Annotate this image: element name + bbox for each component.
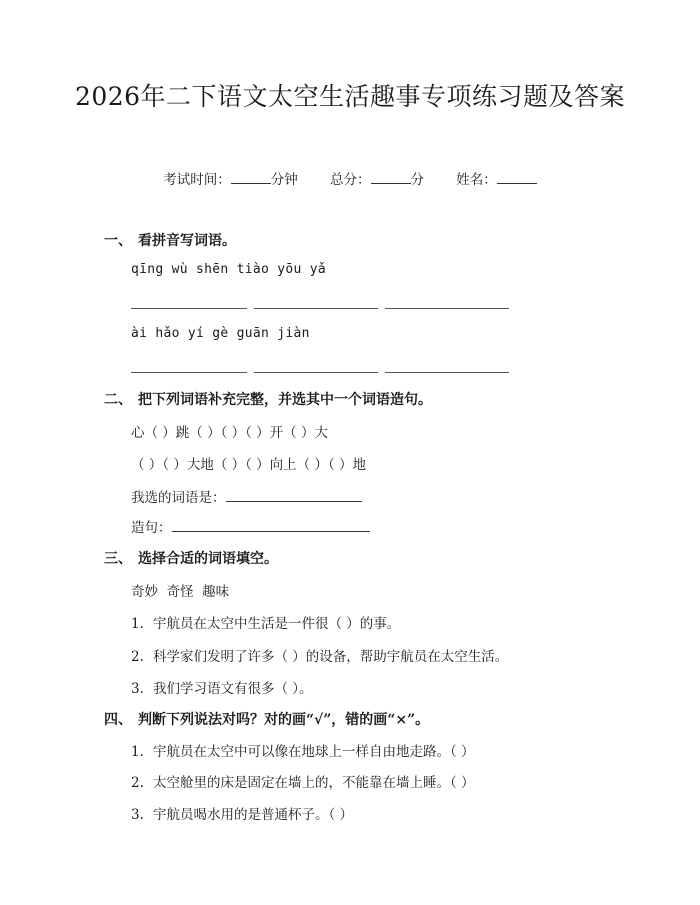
question-item: [131, 771, 475, 791]
chosen-word-blank[interactable]: [226, 488, 362, 502]
answer-line[interactable]: [131, 372, 247, 373]
section-title: 看拼音写词语。: [138, 233, 236, 249]
item-text: 科学家们发明了许多（ ）的设备，帮助宇航员在太空生活。: [153, 649, 509, 665]
exam-info: [0, 168, 700, 188]
pinyin-row-1: qīng wù shēn tiào yōu yǎ: [131, 262, 327, 277]
section-title: 把下列词语补充完整，并选其中一个词语造句。: [138, 392, 432, 408]
sentence-row: [131, 516, 370, 536]
item-number: 3.: [131, 681, 144, 697]
answer-line[interactable]: [254, 308, 378, 309]
time-label: 考试时间：: [163, 172, 231, 188]
section-number: 三、: [104, 551, 132, 567]
name-label: 姓名：: [456, 172, 497, 188]
question-item: [131, 803, 353, 823]
item-number: 2.: [131, 649, 144, 665]
item-number: 1.: [131, 616, 144, 632]
question-item: [131, 740, 475, 760]
item-number: 2.: [131, 775, 144, 791]
section-4-heading: [104, 709, 429, 729]
section-number: 一、: [104, 233, 132, 249]
item-text: 我们学习语文有很多（ ）。: [153, 681, 313, 697]
chosen-word-label: 我选的词语是：: [131, 490, 226, 506]
section-number: 四、: [104, 712, 132, 728]
chosen-word-row: [131, 486, 362, 506]
section-1-heading: [104, 230, 236, 250]
time-unit: 分钟: [270, 172, 298, 188]
word-bank: 奇妙 奇怪 趣味: [131, 584, 230, 600]
answer-line[interactable]: [254, 372, 378, 373]
score-field: [330, 172, 428, 188]
answer-line[interactable]: [385, 372, 509, 373]
name-field: [456, 172, 537, 188]
idiom-row-2: （ ）（ ）大地（ ）（ ）向上（ ）（ ）地: [131, 457, 366, 473]
item-text: 太空舱里的床是固定在墙上的，不能靠在墙上睡。（ ）: [153, 775, 475, 791]
question-item: [131, 645, 508, 665]
section-2-heading: [104, 389, 432, 409]
score-blank[interactable]: [371, 171, 411, 184]
section-title: 判断下列说法对吗？对的画“√”，错的画“×”。: [138, 712, 430, 728]
section-number: 二、: [104, 392, 132, 408]
page-title: 2026年二下语文太空生活趣事专项练习题及答案: [74, 82, 626, 111]
question-item: [131, 677, 313, 697]
section-title: 选择合适的词语填空。: [138, 551, 278, 567]
item-number: 3.: [131, 807, 144, 823]
time-blank[interactable]: [231, 171, 271, 184]
sentence-blank[interactable]: [172, 518, 370, 532]
item-text: 宇航员在太空中生活是一件很（ ）的事。: [153, 616, 401, 632]
item-text: 宇航员在太空中可以像在地球上一样自由地走路。（ ）: [153, 744, 475, 760]
score-label: 总分：: [330, 172, 371, 188]
item-number: 1.: [131, 744, 144, 760]
pinyin-row-2: ài hǎo yí gè guān jiàn: [131, 326, 310, 341]
question-item: [131, 612, 400, 632]
score-unit: 分: [410, 172, 424, 188]
section-3-heading: [104, 548, 278, 568]
name-blank[interactable]: [497, 171, 537, 184]
idiom-row-1: 心（ ）跳（ ）（ ）（ ）开（ ）大: [131, 425, 328, 441]
sentence-label: 造句：: [131, 520, 172, 536]
answer-line[interactable]: [131, 308, 247, 309]
time-field: [163, 172, 302, 188]
item-text: 宇航员喝水用的是普通杯子。（ ）: [153, 807, 354, 823]
answer-line[interactable]: [385, 308, 509, 309]
